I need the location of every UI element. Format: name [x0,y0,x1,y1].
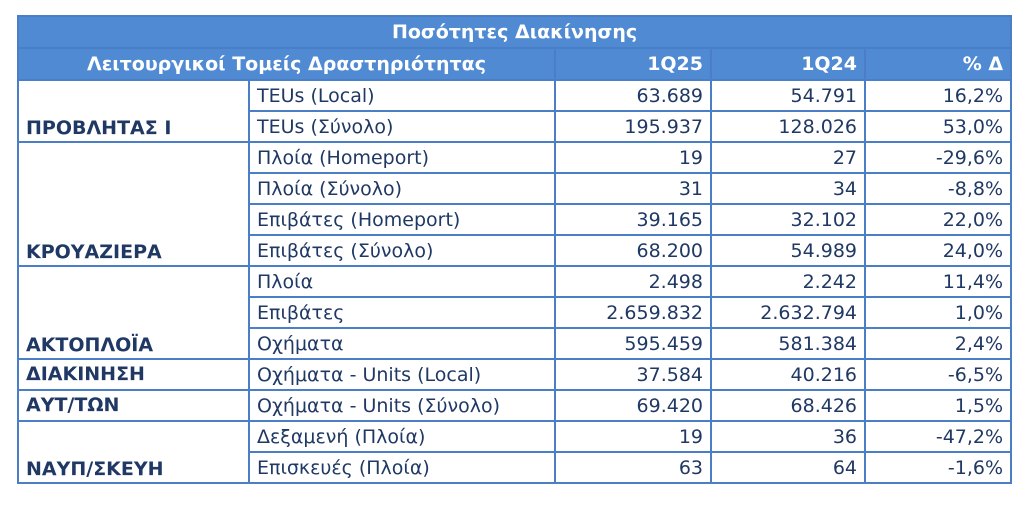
value-1q24: 128.026 [711,111,865,142]
traffic-volumes-table-wrapper [17,15,1010,484]
metric-cell: Πλοία (Σύνολο) [249,173,555,204]
metric-cell: Επιβάτες (Σύνολο) [249,235,555,266]
table-row [18,390,1011,421]
table-title-row [18,16,1011,48]
sector-cell: ΑΚΤΟΠΛΟΪΑ [18,266,249,359]
header-1q24: 1Q24 [711,48,865,80]
sector-cell: ΝΑΥΠ/ΣΚΕΥΗ [18,421,249,483]
value-1q25: 63.689 [555,80,711,111]
value-change: -1,6% [865,452,1011,483]
header-1q25: 1Q25 [555,48,711,80]
header-sector: Λειτουργικοί Τομείς Δραστηριότητας [18,48,555,80]
table-row [18,359,1011,390]
table-row [18,80,1011,111]
value-1q25: 19 [555,421,711,452]
sector-cell: ΑΥΤ/ΤΩΝ [18,390,249,421]
value-1q25: 31 [555,173,711,204]
value-change: 1,5% [865,390,1011,421]
value-1q24: 2.632.794 [711,297,865,328]
table-row [18,421,1011,452]
sector-cell: ΔΙΑΚΙΝΗΣΗ [18,359,249,390]
metric-cell: Πλοία (Homeport) [249,142,555,173]
value-1q24: 54.989 [711,235,865,266]
value-1q25: 2.659.832 [555,297,711,328]
value-change: 1,0% [865,297,1011,328]
metric-cell: TEUs (Local) [249,80,555,111]
value-change: -29,6% [865,142,1011,173]
value-change: 22,0% [865,204,1011,235]
value-change: 24,0% [865,235,1011,266]
table-title: Ποσότητες Διακίνησης [18,16,1011,48]
value-1q24: 27 [711,142,865,173]
value-1q25: 595.459 [555,328,711,359]
metric-cell: Επιβάτες (Homeport) [249,204,555,235]
value-1q24: 40.216 [711,359,865,390]
metric-cell: Οχήματα [249,328,555,359]
metric-cell: Οχήματα - Units (Σύνολο) [249,390,555,421]
value-1q25: 2.498 [555,266,711,297]
sector-cell: ΚΡΟΥΑΖΙΕΡΑ [18,142,249,266]
value-1q25: 69.420 [555,390,711,421]
metric-cell: TEUs (Σύνολο) [249,111,555,142]
value-1q24: 36 [711,421,865,452]
metric-cell: Πλοία [249,266,555,297]
header-change: % Δ [865,48,1011,80]
metric-cell: Οχήματα - Units (Local) [249,359,555,390]
value-1q24: 68.426 [711,390,865,421]
value-1q25: 19 [555,142,711,173]
value-change: -8,8% [865,173,1011,204]
table-row [18,266,1011,297]
sector-cell: ΠΡΟΒΛΗΤΑΣ Ι [18,80,249,142]
value-1q24: 34 [711,173,865,204]
value-1q24: 64 [711,452,865,483]
traffic-volumes-table [17,15,1012,484]
value-1q25: 195.937 [555,111,711,142]
value-change: 2,4% [865,328,1011,359]
value-1q25: 39.165 [555,204,711,235]
value-change: 16,2% [865,80,1011,111]
metric-cell: Δεξαμενή (Πλοία) [249,421,555,452]
value-1q25: 68.200 [555,235,711,266]
value-1q24: 54.791 [711,80,865,111]
table-row [18,142,1011,173]
value-1q25: 37.584 [555,359,711,390]
table-header-row [18,48,1011,80]
value-change: -6,5% [865,359,1011,390]
metric-cell: Επιβάτες [249,297,555,328]
metric-cell: Επισκευές (Πλοία) [249,452,555,483]
value-1q24: 2.242 [711,266,865,297]
value-change: 53,0% [865,111,1011,142]
value-1q24: 581.384 [711,328,865,359]
value-change: -47,2% [865,421,1011,452]
value-1q25: 63 [555,452,711,483]
value-change: 11,4% [865,266,1011,297]
value-1q24: 32.102 [711,204,865,235]
